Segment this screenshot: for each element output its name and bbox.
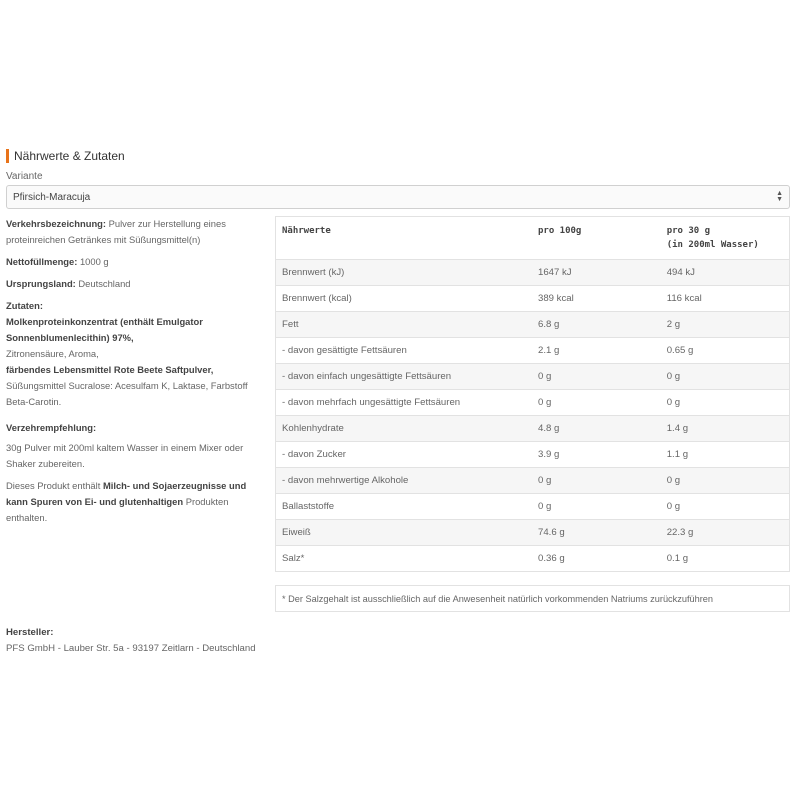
value-per-100g: 0 g (532, 494, 661, 520)
nettofuellmenge (6, 254, 261, 270)
value-per-30g: 494 kJ (661, 260, 790, 286)
section-title-text: Nährwerte & Zutaten (14, 149, 125, 163)
zutat-2: Zitronensäure, Aroma, (6, 348, 99, 359)
table-row (276, 260, 790, 286)
nutrient-name: Fett (276, 312, 532, 338)
table-row (276, 364, 790, 390)
manufacturer-label: Hersteller: (6, 627, 54, 638)
ursprung-text: Deutschland (75, 278, 131, 289)
table-row (276, 416, 790, 442)
value-per-30g: 22.3 g (661, 520, 790, 546)
manufacturer-text: PFS GmbH - Lauber Str. 5a - 93197 Zeitlarn - Deutschland (6, 643, 256, 654)
verkehr-label: Verkehrsbezeichnung: (6, 218, 107, 229)
nutrient-name: - davon mehrwertige Alkohole (276, 468, 532, 494)
value-per-100g: 389 kcal (532, 286, 661, 312)
nutrient-name: Ballaststoffe (276, 494, 532, 520)
nutrient-name: Brennwert (kcal) (276, 286, 532, 312)
value-per-30g: 1.4 g (661, 416, 790, 442)
value-per-100g: 0 g (532, 364, 661, 390)
netto-label: Nettofüllmenge: (6, 256, 78, 267)
value-per-100g: 4.8 g (532, 416, 661, 442)
section-title (6, 149, 125, 163)
nutrient-name: Salz* (276, 546, 532, 572)
value-per-30g: 0 g (661, 468, 790, 494)
table-row (276, 338, 790, 364)
table-row (276, 546, 790, 572)
verzehr-label: Verzehrempfehlung: (6, 422, 97, 433)
nutrition-table (275, 216, 790, 572)
header-pro-30g (661, 217, 790, 260)
zutat-4: Süßungsmittel Sucralose: Acesulfam K, Laktase, Farbstoff Beta-Carotin. (6, 380, 248, 407)
value-per-100g: 0 g (532, 468, 661, 494)
netto-text: 1000 g (77, 256, 109, 267)
allergen-bold: Milch- und Sojaerzeugnisse und kann Spuren von Ei- und glutenhaltigen (6, 480, 247, 507)
value-per-30g: 0 g (661, 364, 790, 390)
header-pro-30g-line2: (in 200ml Wasser) (666, 240, 759, 250)
value-per-30g: 0 g (661, 494, 790, 520)
ursprungsland (6, 276, 261, 292)
nutrient-name: - davon gesättigte Fettsäuren (276, 338, 532, 364)
table-row (276, 468, 790, 494)
value-per-30g: 2 g (661, 312, 790, 338)
allergen-post: Produkten enthalten. (6, 496, 229, 523)
verkehr-text: Pulver zur Herstellung eines proteinreichen Getränkes mit Süßungsmittel(n) (6, 218, 226, 245)
allergen-pre: Dieses Produkt enthält (6, 480, 103, 491)
allergen-info (6, 478, 261, 526)
table-row (276, 312, 790, 338)
nutrient-name: - davon einfach ungesättigte Fettsäuren (276, 364, 532, 390)
verkehrsbezeichnung (6, 216, 261, 248)
table-header-row (276, 217, 790, 260)
accent-bar (6, 149, 9, 163)
zutat-3: färbendes Lebensmittel Rote Beete Saftpulver, (6, 364, 214, 375)
nutrient-name: - davon mehrfach ungesättigte Fettsäuren (276, 390, 532, 416)
nutrient-name: Eiweiß (276, 520, 532, 546)
table-row (276, 286, 790, 312)
ursprung-label: Ursprungsland: (6, 278, 76, 289)
value-per-30g: 0.65 g (661, 338, 790, 364)
zutaten-label: Zutaten: (6, 300, 43, 311)
table-row (276, 494, 790, 520)
nutrient-name: Brennwert (kJ) (276, 260, 532, 286)
value-per-30g: 1.1 g (661, 442, 790, 468)
zutaten (6, 298, 261, 410)
table-row (276, 442, 790, 468)
value-per-100g: 0 g (532, 390, 661, 416)
verzehr-text: 30g Pulver mit 200ml kaltem Wasser in einem Mixer oder Shaker zubereiten. (6, 442, 244, 469)
variant-selected-value: Pfirsich-Maracuja (13, 191, 91, 203)
variant-select[interactable] (6, 185, 790, 209)
value-per-30g: 0.1 g (661, 546, 790, 572)
select-arrows-icon: ▲ ▼ (776, 190, 783, 203)
table-row (276, 390, 790, 416)
value-per-100g: 74.6 g (532, 520, 661, 546)
value-per-100g: 1647 kJ (532, 260, 661, 286)
value-per-30g: 0 g (661, 390, 790, 416)
nutrient-name: - davon Zucker (276, 442, 532, 468)
nutrient-name: Kohlenhydrate (276, 416, 532, 442)
salt-footnote: * Der Salzgehalt ist ausschließlich auf die Anwesenheit natürlich vorkommenden Natriums zurückzuführen (275, 585, 790, 612)
product-info (6, 216, 261, 532)
verzehr-heading (6, 420, 261, 436)
value-per-30g: 116 kcal (661, 286, 790, 312)
value-per-100g: 0.36 g (532, 546, 661, 572)
zutat-1: Molkenproteinkonzentrat (enthält Emulgator Sonnenblumenlecithin) 97%, (6, 316, 203, 343)
table-row (276, 520, 790, 546)
header-pro-30g-line1: pro 30 g (666, 226, 711, 236)
variant-label: Variante (6, 171, 43, 182)
value-per-100g: 6.8 g (532, 312, 661, 338)
manufacturer (6, 625, 256, 657)
header-pro-100g: pro 100g (537, 226, 582, 236)
value-per-100g: 3.9 g (532, 442, 661, 468)
header-naehrwerte: Nährwerte (282, 226, 331, 236)
value-per-100g: 2.1 g (532, 338, 661, 364)
